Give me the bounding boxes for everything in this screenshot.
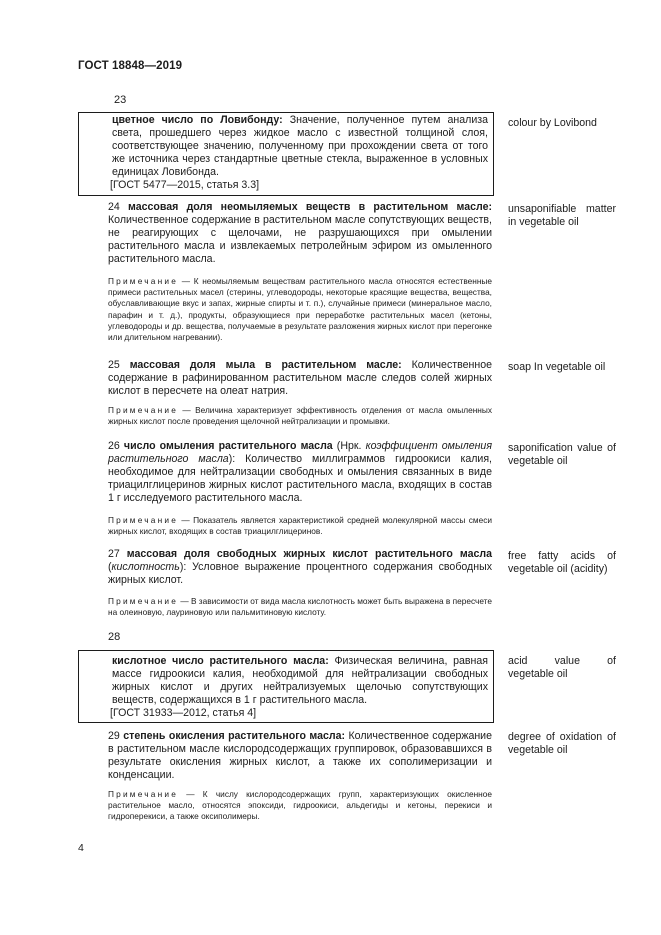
entry-26-note — [78, 515, 492, 537]
entry-26-english: saponification value of vegetable oil — [508, 442, 616, 468]
entry-24-note-label: Примечание — [108, 276, 179, 286]
entry-26-note-text: — Показатель является характеристикой средней молекулярной массы смеси жирных кислот, входящих в состав триацилглицеринов. — [108, 515, 492, 537]
entry-27-note — [78, 596, 492, 618]
entry-28-english: acid value of vegetable oil — [508, 655, 616, 681]
entry-24-note — [78, 276, 492, 343]
entry-23-text — [82, 114, 488, 193]
entry-25-note-text: — Величина характеризует эффективность отделения от масла омыленных жирных кислот после проведения щелочной нейтрализации и промывки. — [108, 405, 492, 427]
entry-25-note-label: Примечание — [108, 405, 179, 415]
entry-26-term: число омыления растительного масла — [123, 440, 333, 452]
entry-26-paren-close: ): — [228, 453, 236, 466]
entry-27-paren-open: ( — [108, 561, 112, 574]
entry-29-text — [78, 730, 492, 782]
entry-29-definition: Количественное содержание в растительном масле кислородсодержащих группировок, образовавшихся в результате окисления жирных кислот, а также их сополимеризации и конденсации. — [108, 730, 492, 782]
entry-27-note-label: Примечание — [108, 596, 179, 606]
entry-29-note-label: Примечание — [108, 789, 179, 799]
entry-25-term: массовая доля мыла в растительном масле: — [129, 359, 402, 371]
entry-29-english: degree of oxidation of vegetable oil — [508, 731, 616, 757]
entry-27-term: массовая доля свободных жирных кислот растительного масла — [126, 548, 492, 560]
entry-25-number: 25 — [108, 359, 120, 371]
entry-29-number: 29 — [108, 730, 120, 742]
entry-29-note-text: — К числу кислородсодержащих групп, характеризующих окисленное растительное масло, относятся эпоксиди, гидроокиси, альдегиды и кетоны, перекиси и гидроперекиси, а также оксиполимеры. — [108, 789, 492, 822]
entry-26-note-label: Примечание — [108, 515, 179, 525]
entry-28-number: 28 — [108, 631, 121, 643]
entry-27-definition: Условное выражение процентного содержания свободных жирных кислот. — [108, 561, 492, 587]
entry-24-number: 24 — [108, 201, 120, 213]
entry-23-number: 23 — [114, 94, 127, 106]
entry-24-text — [78, 201, 492, 266]
entry-25-text — [78, 359, 492, 398]
entry-24-note-text: — К неомыляемым веществам растительного масла относятся естественные примеси растительных масел (стерины, углеводороды, некоторые красящие вещества, вещества, обуславливающие вкус и запах, жирные спирты и т. п.), случайные примеси (минеральное масло, парафин и т. д.), продукты, образующиеся при переработке растительных масел (кетоны, углеводороды и др. вещества, получаемые в результате разложения жирных кислот при перегонке или длительном нагревании). — [108, 276, 492, 343]
entry-24-english: unsaponifiable matter in vegetable oil — [508, 203, 616, 229]
page-number: 4 — [78, 842, 84, 854]
entry-29-note — [78, 789, 492, 823]
entry-28-source: [ГОСТ 31933—2012, статья 4] — [110, 707, 257, 720]
entry-29-term: степень окисления растительного масла: — [123, 730, 346, 742]
entry-27-paren-close: ): — [179, 561, 187, 574]
entry-26-definition: Количество миллиграммов гидроокиси калия, необходимое для нейтрализации свободных и омыления связанных в виде триацилглицеринов жирных кислот растительного масла, входящих в состав 1 г исследуемого растительного масла. — [108, 453, 492, 505]
entry-26-paren-open: (Нрк. — [332, 440, 366, 452]
entry-28-definition: Физическая величина, равная массе гидроокиси калия, необходимой для нейтрализации свободных жирных кислот и других нейтрализуемых щелочью сопутствующих веществ, содержащихся в 1 г растительного масла. — [112, 655, 488, 707]
entry-23-term: цветное число по Ловибонду: — [112, 114, 283, 126]
entry-23-english: colour by Lovibond — [508, 117, 597, 129]
entry-26-alt-term: коэффициент омыления растительного масла — [108, 440, 492, 466]
entry-26-text — [78, 440, 492, 505]
entry-27-number: 27 — [108, 548, 120, 560]
entry-27-english: free fatty acids of vegetable oil (acidity) — [508, 550, 616, 576]
entry-24-definition: Количественное содержание в растительном масле сопутствующих веществ, не реагирующих с щелочами, не разрушающихся при омылении растительного масла и извлекаемых петролейным эфиром из омыленного растительного масла. — [108, 214, 492, 266]
entry-25-note — [78, 405, 492, 427]
entry-24-term: массовая доля неомыляемых веществ в растительном масле: — [128, 201, 492, 213]
entry-28-text — [82, 655, 488, 720]
entry-23-definition: Значение, полученное путем анализа света, прошедшего через жидкое масло с известной толщиной слоя, соответствующее значению, полученному при прохождении света от того же источника через стандартные цветные стекла, выраженное в условных единицах Ловибонда. — [112, 114, 488, 179]
entry-26-number: 26 — [108, 440, 120, 452]
document-header: ГОСТ 18848—2019 — [78, 60, 183, 72]
entry-23-source: [ГОСТ 5477—2015, статья 3.3] — [110, 179, 260, 192]
entry-25-english: soap In vegetable oil — [508, 361, 606, 373]
entry-27-alt-term: кислотность — [111, 561, 180, 574]
entry-27-text — [78, 548, 492, 587]
entry-28-term: кислотное число растительного масла: — [112, 655, 329, 667]
entry-25-definition: Количественное содержание в рафинированном растительном масле следов солей жирных кислот в пересчете на олеат натрия. — [108, 359, 492, 398]
entry-27-note-text: — В зависимости от вида масла кислотность может быть выражена в пересчете на олеиновую, лауриновую или пальмитиновую кислоту. — [108, 596, 492, 618]
